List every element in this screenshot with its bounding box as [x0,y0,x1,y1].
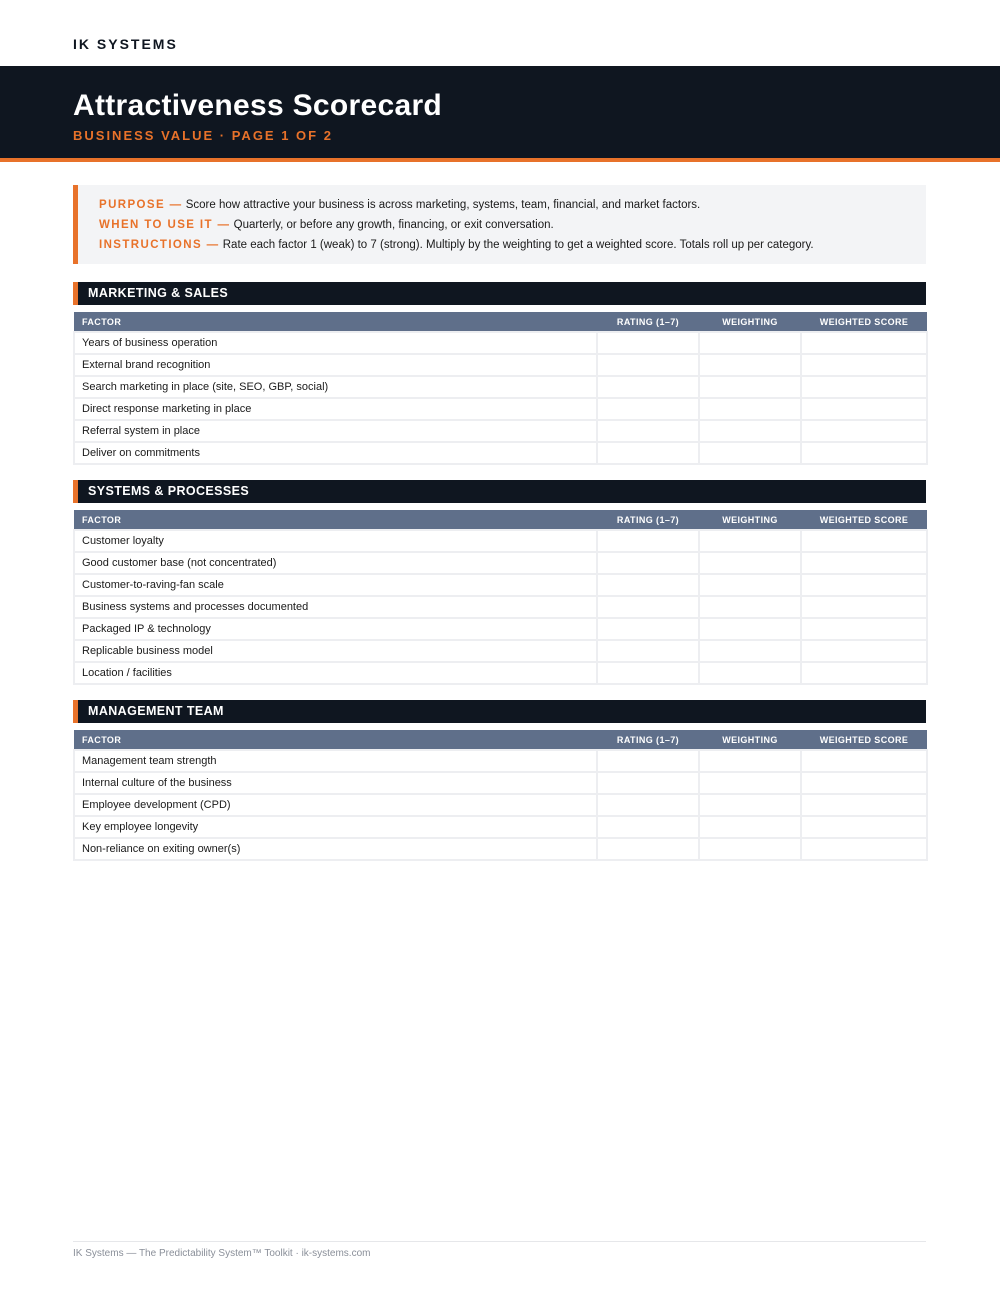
rating-cell[interactable] [597,816,699,838]
purpose-key: PURPOSE — [99,199,183,211]
factor-cell: Business systems and processes documented [74,596,597,618]
footer-divider [73,1241,926,1242]
weighted-score-cell[interactable] [801,838,927,860]
title-banner [0,66,1000,162]
rating-cell[interactable] [597,618,699,640]
weighting-cell[interactable] [699,574,801,596]
table-row [74,662,927,684]
weighting-cell[interactable] [699,442,801,464]
rating-cell[interactable] [597,772,699,794]
factor-cell: Location / facilities [74,662,597,684]
page-subtitle: BUSINESS VALUE · PAGE 1 OF 2 [73,128,333,143]
section-management-team [73,700,926,861]
rating-header: RATING (1–7) [597,730,699,750]
weighted-score-cell[interactable] [801,816,927,838]
factor-cell: Referral system in place [74,420,597,442]
table-row [74,530,927,552]
table-row [74,354,927,376]
rating-cell[interactable] [597,530,699,552]
score-table [73,730,928,861]
weighting-cell[interactable] [699,816,801,838]
table-row [74,376,927,398]
weighted-score-cell[interactable] [801,574,927,596]
rating-cell[interactable] [597,442,699,464]
table-row [74,640,927,662]
weighting-header: WEIGHTING [699,510,801,530]
rating-cell[interactable] [597,552,699,574]
instructions-line [99,236,926,256]
weighted-score-cell[interactable] [801,332,927,354]
table-row [74,618,927,640]
rating-header: RATING (1–7) [597,312,699,332]
rating-cell[interactable] [597,354,699,376]
weighting-cell[interactable] [699,772,801,794]
weighting-cell[interactable] [699,332,801,354]
table-row [74,398,927,420]
section-title: SYSTEMS & PROCESSES [73,480,926,503]
rating-cell[interactable] [597,838,699,860]
weighting-header: WEIGHTING [699,312,801,332]
table-row [74,552,927,574]
section-systems-processes [73,480,926,685]
weighting-cell[interactable] [699,420,801,442]
factor-cell: Non-reliance on exiting owner(s) [74,838,597,860]
factor-cell: Good customer base (not concentrated) [74,552,597,574]
weighted-score-cell[interactable] [801,442,927,464]
table-row [74,420,927,442]
factor-cell: Years of business operation [74,332,597,354]
weighted-score-header: WEIGHTED SCORE [801,510,927,530]
score-table [73,510,928,685]
weighting-cell[interactable] [699,552,801,574]
score-table [73,312,928,465]
factor-header: FACTOR [74,510,597,530]
factor-cell: Internal culture of the business [74,772,597,794]
purpose-line [99,196,926,216]
factor-cell: Packaged IP & technology [74,618,597,640]
weighted-score-cell[interactable] [801,354,927,376]
section-title: MANAGEMENT TEAM [73,700,926,723]
factor-header: FACTOR [74,312,597,332]
table-row [74,574,927,596]
factor-header: FACTOR [74,730,597,750]
weighted-score-cell[interactable] [801,618,927,640]
factor-cell: Customer loyalty [74,530,597,552]
weighting-header: WEIGHTING [699,730,801,750]
rating-cell[interactable] [597,640,699,662]
table-row [74,816,927,838]
table-row [74,772,927,794]
weighting-cell[interactable] [699,662,801,684]
table-row [74,442,927,464]
factor-cell: External brand recognition [74,354,597,376]
table-row [74,596,927,618]
weighting-cell[interactable] [699,376,801,398]
factor-cell: Employee development (CPD) [74,794,597,816]
table-row [74,750,927,772]
table-row [74,794,927,816]
rating-cell[interactable] [597,662,699,684]
weighted-score-cell[interactable] [801,398,927,420]
weighted-score-cell[interactable] [801,420,927,442]
weighted-score-cell[interactable] [801,376,927,398]
weighting-cell[interactable] [699,838,801,860]
weighted-score-header: WEIGHTED SCORE [801,312,927,332]
factor-cell: Search marketing in place (site, SEO, GBP, social) [74,376,597,398]
weighted-score-cell[interactable] [801,750,927,772]
weighted-score-cell[interactable] [801,596,927,618]
instructions-key: INSTRUCTIONS — [99,238,220,251]
factor-cell: Management team strength [74,750,597,772]
when-text: Quarterly, or before any growth, financing, or exit conversation. [230,218,554,231]
table-row [74,838,927,860]
rating-cell[interactable] [597,376,699,398]
rating-cell[interactable] [597,596,699,618]
factor-cell: Direct response marketing in place [74,398,597,420]
weighting-cell[interactable] [699,640,801,662]
weighting-cell[interactable] [699,596,801,618]
rating-cell[interactable] [597,398,699,420]
weighted-score-cell[interactable] [801,662,927,684]
rating-cell[interactable] [597,574,699,596]
weighted-score-cell[interactable] [801,772,927,794]
weighted-score-cell[interactable] [801,530,927,552]
page-footer: IK Systems — The Predictability System™ Toolkit · ik-systems.com [73,1248,371,1259]
weighting-cell[interactable] [699,750,801,772]
table-row [74,332,927,354]
rating-cell[interactable] [597,750,699,772]
table-header-row [74,312,927,332]
section-marketing-sales [73,282,926,465]
factor-cell: Customer-to-raving-fan scale [74,574,597,596]
when-key: WHEN TO USE IT — [99,218,231,231]
weighted-score-cell[interactable] [801,640,927,662]
factor-cell: Deliver on commitments [74,442,597,464]
weighting-cell[interactable] [699,354,801,376]
weighted-score-header: WEIGHTED SCORE [801,730,927,750]
weighted-score-cell[interactable] [801,794,927,816]
section-title: MARKETING & SALES [73,282,926,305]
factor-cell: Key employee longevity [74,816,597,838]
table-header-row [74,510,927,530]
weighting-cell[interactable] [699,618,801,640]
table-header-row [74,730,927,750]
rating-header: RATING (1–7) [597,510,699,530]
weighted-score-cell[interactable] [801,552,927,574]
info-box [73,185,926,264]
purpose-text: Score how attractive your business is across marketing, systems, team, financial, and market factors. [182,199,701,211]
rating-cell[interactable] [597,794,699,816]
when-line [99,216,926,236]
rating-cell[interactable] [597,420,699,442]
instructions-text: Rate each factor 1 (weak) to 7 (strong). Multiply by the weighting to get a weighted score. Totals roll up per category. [219,238,814,251]
factor-cell: Replicable business model [74,640,597,662]
weighting-cell[interactable] [699,398,801,420]
weighting-cell[interactable] [699,794,801,816]
weighting-cell[interactable] [699,530,801,552]
page-title: Attractiveness Scorecard [73,89,443,122]
brand-wordmark: IK SYSTEMS [73,36,178,52]
rating-cell[interactable] [597,332,699,354]
